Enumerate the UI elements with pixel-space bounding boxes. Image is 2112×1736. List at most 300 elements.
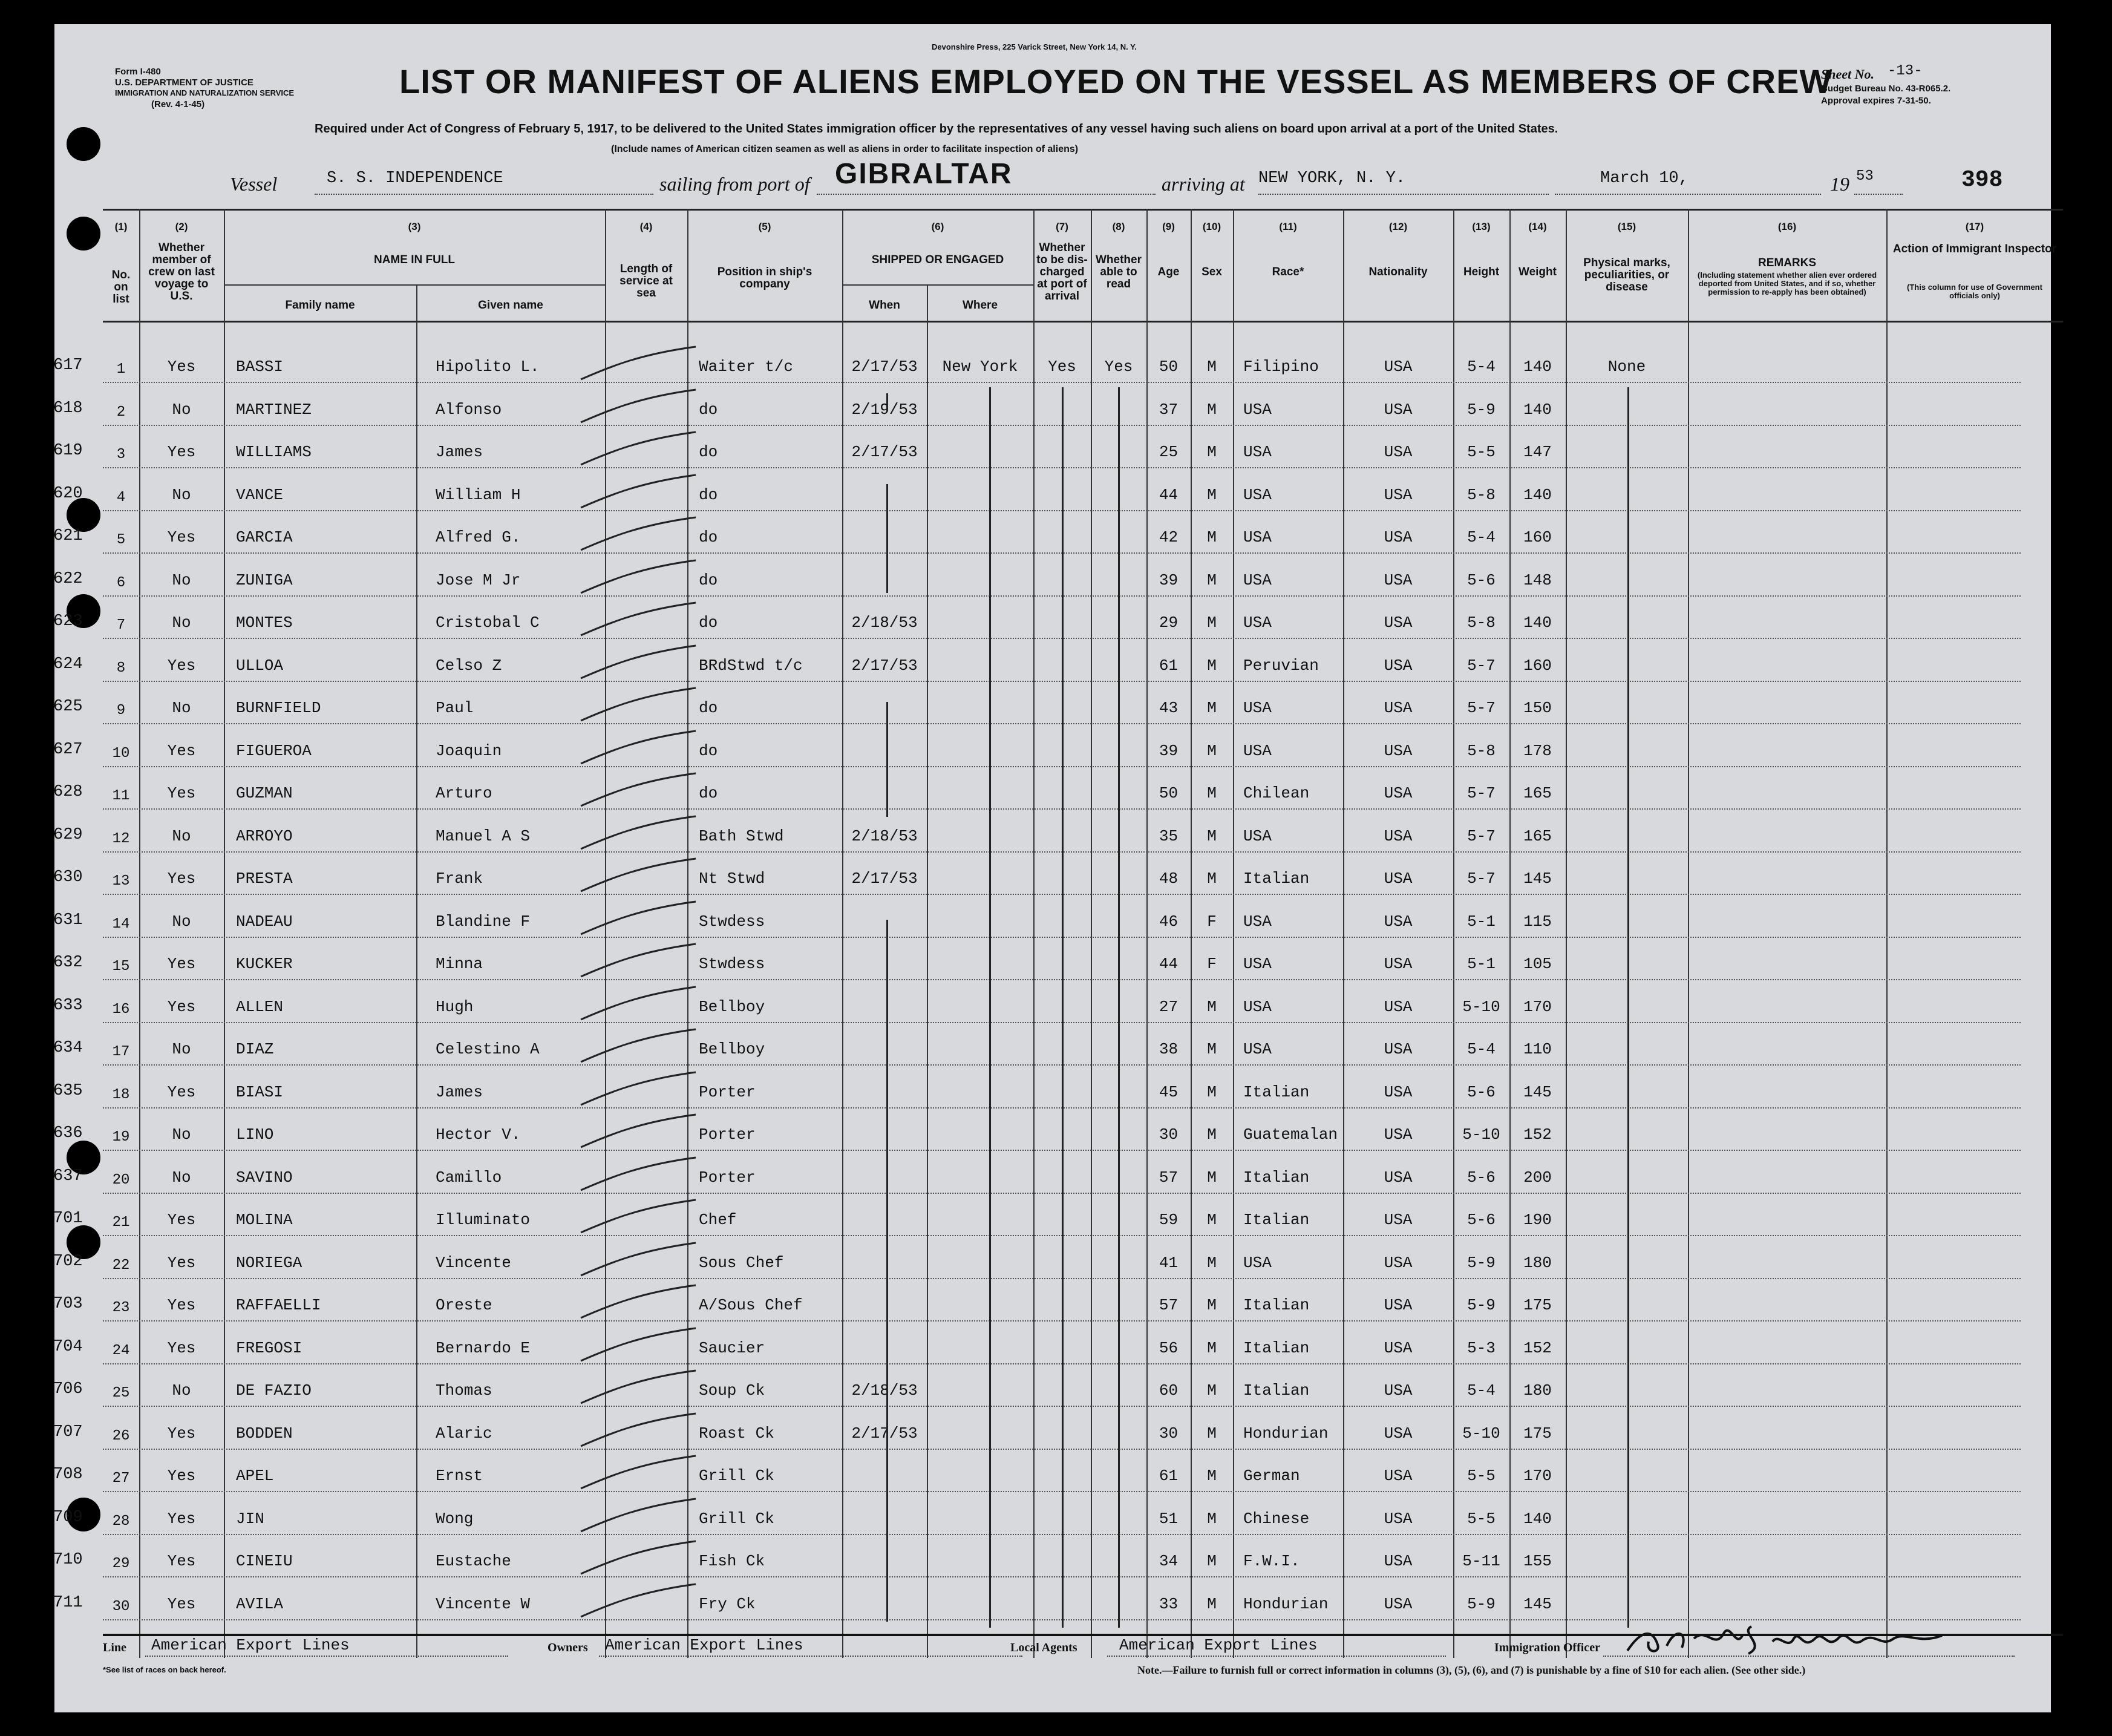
ship-position: Porter	[699, 1168, 756, 1187]
row-number: 15	[112, 958, 130, 975]
race: USA	[1243, 571, 1272, 589]
nationality: USA	[1384, 699, 1413, 717]
nationality: USA	[1384, 400, 1413, 419]
race: USA	[1243, 997, 1272, 1016]
family-name: DE FAZIO	[236, 1381, 312, 1400]
ship-position: do	[699, 571, 718, 589]
pen-tick-mark	[575, 1024, 708, 1067]
weight: 175	[1523, 1296, 1552, 1314]
ship-position: Grill Ck	[699, 1467, 774, 1485]
pen-tick-mark	[575, 897, 708, 939]
sex: M	[1207, 358, 1217, 376]
sex: M	[1207, 1040, 1217, 1058]
height: 5-7	[1467, 827, 1496, 845]
height: 5-6	[1467, 1083, 1496, 1101]
crew-last-voyage: Yes	[167, 1211, 196, 1229]
nationality: USA	[1384, 1509, 1413, 1528]
height: 5-5	[1467, 1467, 1496, 1485]
race: F.W.I.	[1243, 1552, 1300, 1570]
row-number: 20	[112, 1171, 130, 1188]
ship-position: do	[699, 400, 718, 419]
col-number: (17)	[1965, 221, 1984, 232]
ship-position: Porter	[699, 1083, 756, 1101]
age: 59	[1159, 1211, 1179, 1229]
family-name: MARTINEZ	[236, 400, 312, 419]
given-name: James	[436, 1083, 483, 1101]
age: 33	[1159, 1594, 1179, 1613]
given-name: Minna	[436, 955, 483, 973]
crew-last-voyage: No	[172, 699, 191, 717]
nationality: USA	[1384, 358, 1413, 376]
left-margin-number: 710	[53, 1551, 83, 1569]
ship-position: do	[699, 784, 718, 802]
family-name: MOLINA	[236, 1211, 293, 1229]
age: 42	[1159, 528, 1179, 546]
ship-position: BRdStwd t/c	[699, 656, 803, 675]
weight: 190	[1523, 1211, 1552, 1229]
crew-last-voyage: Yes	[167, 443, 196, 461]
family-name: GUZMAN	[236, 784, 293, 802]
given-name: Alfred G.	[436, 528, 521, 546]
ship-position: do	[699, 741, 718, 760]
ship-position: do	[699, 699, 718, 717]
left-margin-number: 628	[53, 783, 83, 801]
race: Italian	[1243, 1296, 1310, 1314]
row-number: 28	[112, 1513, 130, 1530]
age: 44	[1159, 485, 1179, 504]
engaged-when: 2/18/53	[851, 1381, 918, 1400]
arriving-label: arriving at	[1162, 173, 1245, 195]
given-name: Ernst	[436, 1467, 483, 1485]
col-header-shipped: SHIPPED OR ENGAGED	[871, 254, 1004, 266]
sex: M	[1207, 443, 1217, 461]
col-header-marks: Physical marks, peculiarities, or disease	[1583, 257, 1670, 293]
sex: M	[1207, 528, 1217, 546]
given-name: Camillo	[436, 1168, 502, 1187]
col-header-crew: Whether member of crew on last voyage to U.S.	[148, 241, 215, 303]
family-name: GARCIA	[236, 528, 293, 546]
weight: 145	[1523, 1594, 1552, 1613]
family-name: BODDEN	[236, 1424, 293, 1443]
nationality: USA	[1384, 656, 1413, 675]
row-number: 30	[112, 1598, 130, 1615]
row-number: 11	[112, 788, 130, 804]
pen-tick-mark	[575, 1579, 708, 1622]
height: 5-5	[1467, 1509, 1496, 1528]
race: Chinese	[1243, 1509, 1310, 1528]
col-header-service: Length of service at sea	[620, 263, 673, 300]
race: Italian	[1243, 1381, 1310, 1400]
col-number: (5)	[758, 221, 771, 232]
height: 5-1	[1467, 955, 1496, 973]
punch-hole	[67, 127, 100, 161]
age: 30	[1159, 1125, 1179, 1144]
row-number: 25	[112, 1385, 130, 1401]
row-number: 17	[112, 1044, 130, 1060]
crew-last-voyage: Yes	[167, 1552, 196, 1570]
sex: M	[1207, 656, 1217, 675]
sheet-number: -13-	[1888, 63, 1923, 79]
nationality: USA	[1384, 1083, 1413, 1101]
age: 60	[1159, 1381, 1179, 1400]
nationality: USA	[1384, 614, 1413, 632]
pen-tick-mark	[575, 1409, 708, 1451]
owners-label: Owners	[548, 1641, 588, 1654]
row-number: 26	[112, 1427, 130, 1444]
given-name: Vincente W	[436, 1594, 531, 1613]
race: Filipino	[1243, 358, 1319, 376]
ship-position: Grill Ck	[699, 1509, 774, 1528]
row-divider	[103, 382, 2021, 383]
agents-label: Local Agents	[1010, 1641, 1077, 1654]
row-number: 19	[112, 1129, 130, 1145]
crew-last-voyage: Yes	[167, 1509, 196, 1528]
pen-tick-mark	[575, 1451, 708, 1493]
height: 5-8	[1467, 614, 1496, 632]
sex: M	[1207, 1594, 1217, 1613]
row-number: 4	[116, 489, 126, 506]
row-number: 13	[112, 873, 130, 889]
given-name: Illuminato	[436, 1211, 531, 1229]
given-name: Bernardo E	[436, 1338, 531, 1357]
given-name: William H	[436, 485, 521, 504]
left-margin-number: 634	[53, 1039, 83, 1057]
left-margin-number: 706	[53, 1380, 83, 1398]
weight: 155	[1523, 1552, 1552, 1570]
nationality: USA	[1384, 870, 1413, 888]
form-note-line: (Include names of American citizen seamen as well as aliens in order to facilitate inspection of aliens)	[611, 144, 1079, 154]
pen-tick-mark	[575, 939, 708, 981]
arrival-port: NEW YORK, N. Y.	[1258, 169, 1406, 188]
family-name: BIASI	[236, 1083, 284, 1101]
race: USA	[1243, 741, 1272, 760]
pen-tick-mark	[575, 982, 708, 1024]
ship-position: do	[699, 614, 718, 632]
sex: M	[1207, 400, 1217, 419]
crew-last-voyage: Yes	[167, 358, 196, 376]
row-number: 9	[116, 703, 126, 719]
weight: 110	[1523, 1040, 1552, 1058]
nationality: USA	[1384, 912, 1413, 931]
ship-position: Roast Ck	[699, 1424, 774, 1443]
col-header-no: No. on list	[111, 269, 131, 306]
races-note: *See list of races on back hereof.	[103, 1665, 226, 1674]
engaged-when: 2/17/53	[851, 358, 918, 376]
ditto-line	[1118, 387, 1120, 1628]
ship-position: Fish Ck	[699, 1552, 765, 1570]
height: 5-9	[1467, 1296, 1496, 1314]
col-header-action-note: (This column for use of Government officials only)	[1907, 283, 2042, 300]
engaged-where: New York	[942, 358, 1018, 376]
pen-tick-mark	[575, 385, 708, 427]
family-name: APEL	[236, 1467, 274, 1485]
ditto-line	[886, 702, 888, 817]
given-name: Blandine F	[436, 912, 531, 931]
col-header-when: When	[869, 299, 900, 312]
row-number: 14	[112, 915, 130, 932]
pen-tick-mark	[575, 1366, 708, 1408]
race: USA	[1243, 912, 1272, 931]
sailing-label: sailing from port of	[659, 173, 810, 195]
race: USA	[1243, 699, 1272, 717]
row-number: 6	[116, 574, 126, 591]
height: 5-7	[1467, 784, 1496, 802]
weight: 170	[1523, 997, 1552, 1016]
sex: F	[1207, 955, 1217, 973]
row-number: 23	[112, 1300, 130, 1316]
race: USA	[1243, 827, 1272, 845]
given-name: Oreste	[436, 1296, 492, 1314]
crew-last-voyage: No	[172, 827, 191, 845]
pen-tick-mark	[575, 1536, 708, 1579]
given-name: Cristobal C	[436, 614, 540, 632]
weight: 152	[1523, 1125, 1552, 1144]
family-name: DIAZ	[236, 1040, 274, 1058]
sex: M	[1207, 1552, 1217, 1570]
given-name: Joaquin	[436, 741, 502, 760]
budget-bureau: Budget Bureau No. 43-R065.2.	[1821, 84, 1951, 94]
family-name: PRESTA	[236, 870, 293, 888]
sex: F	[1207, 912, 1217, 931]
pen-tick-mark	[575, 555, 708, 598]
engaged-when: 2/19/53	[851, 400, 918, 419]
col-number: (8)	[1112, 221, 1125, 232]
crew-last-voyage: No	[172, 571, 191, 589]
family-name: ALLEN	[236, 997, 284, 1016]
age: 38	[1159, 1040, 1179, 1058]
crew-last-voyage: Yes	[167, 741, 196, 760]
race: Italian	[1243, 1338, 1310, 1357]
col-number: (13)	[1472, 221, 1491, 232]
physical-marks: None	[1607, 358, 1646, 376]
age: 27	[1159, 997, 1179, 1016]
sex: M	[1207, 699, 1217, 717]
left-margin-number: 704	[53, 1337, 83, 1356]
age: 48	[1159, 870, 1179, 888]
left-margin-number: 703	[53, 1295, 83, 1313]
col-number: (6)	[931, 221, 944, 232]
given-name: Jose M Jr	[436, 571, 521, 589]
left-margin-number: 629	[53, 825, 83, 844]
pen-tick-mark	[575, 1195, 708, 1237]
height: 5-10	[1462, 997, 1500, 1016]
nationality: USA	[1384, 1253, 1413, 1272]
family-name: SAVINO	[236, 1168, 293, 1187]
pen-tick-mark	[575, 683, 708, 726]
engaged-when: 2/17/53	[851, 870, 918, 888]
left-margin-number: 623	[53, 612, 83, 631]
ship-position: Bellboy	[699, 1040, 765, 1058]
officer-signature	[1621, 1608, 1960, 1666]
sex: M	[1207, 1338, 1217, 1357]
family-name: ULLOA	[236, 656, 284, 675]
row-number: 10	[112, 745, 130, 762]
ship-position: Fry Ck	[699, 1594, 756, 1613]
pen-tick-mark	[575, 513, 708, 555]
nationality: USA	[1384, 784, 1413, 802]
col-header-weight: Weight	[1519, 266, 1557, 278]
age: 57	[1159, 1168, 1179, 1187]
weight: 175	[1523, 1424, 1552, 1443]
left-margin-number: 624	[53, 655, 83, 673]
crew-last-voyage: Yes	[167, 1253, 196, 1272]
col-number: (3)	[408, 221, 421, 232]
race: Italian	[1243, 1168, 1310, 1187]
age: 35	[1159, 827, 1179, 845]
pen-tick-mark	[575, 1067, 708, 1110]
col-header-where: Where	[962, 299, 998, 312]
year-prefix: 19	[1830, 173, 1849, 195]
sex: M	[1207, 614, 1217, 632]
form-title: LIST OR MANIFEST OF ALIENS EMPLOYED ON THE VESSEL AS MEMBERS OF CREW	[399, 62, 1832, 100]
age: 51	[1159, 1509, 1179, 1528]
ship-position: Porter	[699, 1125, 756, 1144]
ditto-line	[886, 920, 888, 1622]
ship-position: Soup Ck	[699, 1381, 765, 1400]
height: 5-6	[1467, 1211, 1496, 1229]
given-name: Frank	[436, 870, 483, 888]
family-name: WILLIAMS	[236, 443, 312, 461]
given-name: Hector V.	[436, 1125, 521, 1144]
col-number: (15)	[1617, 221, 1636, 232]
vessel-label: Vessel	[230, 173, 278, 195]
row-number: 1	[116, 361, 126, 378]
nationality: USA	[1384, 1338, 1413, 1357]
weight: 145	[1523, 1083, 1552, 1101]
height: 5-8	[1467, 485, 1496, 504]
col-number: (12)	[1388, 221, 1408, 232]
family-name: ARROYO	[236, 827, 293, 845]
age: 34	[1159, 1552, 1179, 1570]
age: 56	[1159, 1338, 1179, 1357]
sex: M	[1207, 1211, 1217, 1229]
row-number: 5	[116, 532, 126, 548]
col-header-given: Given name	[478, 299, 543, 312]
nationality: USA	[1384, 1381, 1413, 1400]
nationality: USA	[1384, 1296, 1413, 1314]
pen-tick-mark	[575, 811, 708, 854]
family-name: ZUNIGA	[236, 571, 293, 589]
race: USA	[1243, 955, 1272, 973]
col-header-nationality: Nationality	[1368, 266, 1428, 278]
race: Chilean	[1243, 784, 1310, 802]
family-name: FIGUEROA	[236, 741, 312, 760]
height: 5-4	[1467, 1381, 1496, 1400]
nationality: USA	[1384, 1168, 1413, 1187]
col-header-position: Position in ship's company	[717, 266, 812, 290]
vessel-name: S. S. INDEPENDENCE	[327, 169, 503, 188]
officer-label: Immigration Officer	[1494, 1641, 1600, 1654]
weight: 140	[1523, 485, 1552, 504]
weight: 180	[1523, 1381, 1552, 1400]
left-margin-number: 627	[53, 740, 83, 759]
height: 5-9	[1467, 1253, 1496, 1272]
family-name: BURNFIELD	[236, 699, 321, 717]
sex: M	[1207, 1467, 1217, 1485]
weight: 178	[1523, 741, 1552, 760]
age: 29	[1159, 614, 1179, 632]
ship-position: do	[699, 443, 718, 461]
weight: 140	[1523, 358, 1552, 376]
ditto-line	[886, 484, 888, 593]
left-margin-number: 631	[53, 911, 83, 929]
pen-tick-mark	[575, 470, 708, 513]
age: 61	[1159, 1467, 1179, 1485]
left-margin-number: 625	[53, 698, 83, 716]
left-margin-number: 702	[53, 1252, 83, 1271]
weight: 147	[1523, 443, 1552, 461]
ship-position: do	[699, 528, 718, 546]
crew-last-voyage: Yes	[167, 1338, 196, 1357]
given-name: Alfonso	[436, 400, 502, 419]
age: 57	[1159, 1296, 1179, 1314]
ship-position: Chef	[699, 1211, 737, 1229]
race: Hondurian	[1243, 1594, 1329, 1613]
weight: 115	[1523, 912, 1552, 931]
nationality: USA	[1384, 443, 1413, 461]
arrival-date: March 10,	[1600, 169, 1689, 188]
engaged-when: 2/17/53	[851, 443, 918, 461]
table-header-bottom	[103, 321, 2063, 323]
col-number: (16)	[1777, 221, 1797, 232]
row-number: 29	[112, 1556, 130, 1572]
weight: 152	[1523, 1338, 1552, 1357]
nationality: USA	[1384, 997, 1413, 1016]
pen-tick-mark	[575, 726, 708, 768]
given-name: Celso Z	[436, 656, 502, 675]
height: 5-9	[1467, 400, 1496, 419]
age: 43	[1159, 699, 1179, 717]
ditto-line	[1062, 387, 1064, 1628]
nationality: USA	[1384, 1424, 1413, 1443]
crew-last-voyage: No	[172, 400, 191, 419]
col-header-action: Action of Immigrant Inspector	[1892, 243, 2057, 255]
penalty-note: Note.—Failure to furnish full or correct information in columns (3), (5), (6), and (7) is punishable by a fine of $10 for each alien. (See other side.)	[1137, 1664, 1806, 1676]
left-margin-number: 632	[53, 954, 83, 972]
ship-position: do	[699, 485, 718, 504]
owners-value: American Export Lines	[605, 1636, 803, 1654]
engaged-when: 2/18/53	[851, 827, 918, 845]
nationality: USA	[1384, 827, 1413, 845]
sex: M	[1207, 1381, 1217, 1400]
height: 5-5	[1467, 443, 1496, 461]
sex: M	[1207, 571, 1217, 589]
race: USA	[1243, 400, 1272, 419]
race: USA	[1243, 485, 1272, 504]
race: Peruvian	[1243, 656, 1319, 675]
revision: (Rev. 4-1-45)	[151, 99, 205, 110]
nationality: USA	[1384, 1040, 1413, 1058]
weight: 140	[1523, 400, 1552, 419]
pen-tick-mark	[575, 598, 708, 640]
race: USA	[1243, 614, 1272, 632]
printer-line: Devonshire Press, 225 Varick Street, New York 14, N. Y.	[932, 42, 1137, 51]
table-top-border	[103, 209, 2063, 211]
departure-port: GIBRALTAR	[835, 158, 1013, 190]
race: Italian	[1243, 1083, 1310, 1101]
nationality: USA	[1384, 1594, 1413, 1613]
age: 44	[1159, 955, 1179, 973]
weight: 165	[1523, 827, 1552, 845]
sex: M	[1207, 1125, 1217, 1144]
crew-last-voyage: No	[172, 1040, 191, 1058]
nationality: USA	[1384, 1467, 1413, 1485]
col-number: (10)	[1202, 221, 1221, 232]
col-header-family: Family name	[285, 299, 355, 312]
nationality: USA	[1384, 1125, 1413, 1144]
sex: M	[1207, 827, 1217, 845]
ship-position: Nt Stwd	[699, 870, 765, 888]
